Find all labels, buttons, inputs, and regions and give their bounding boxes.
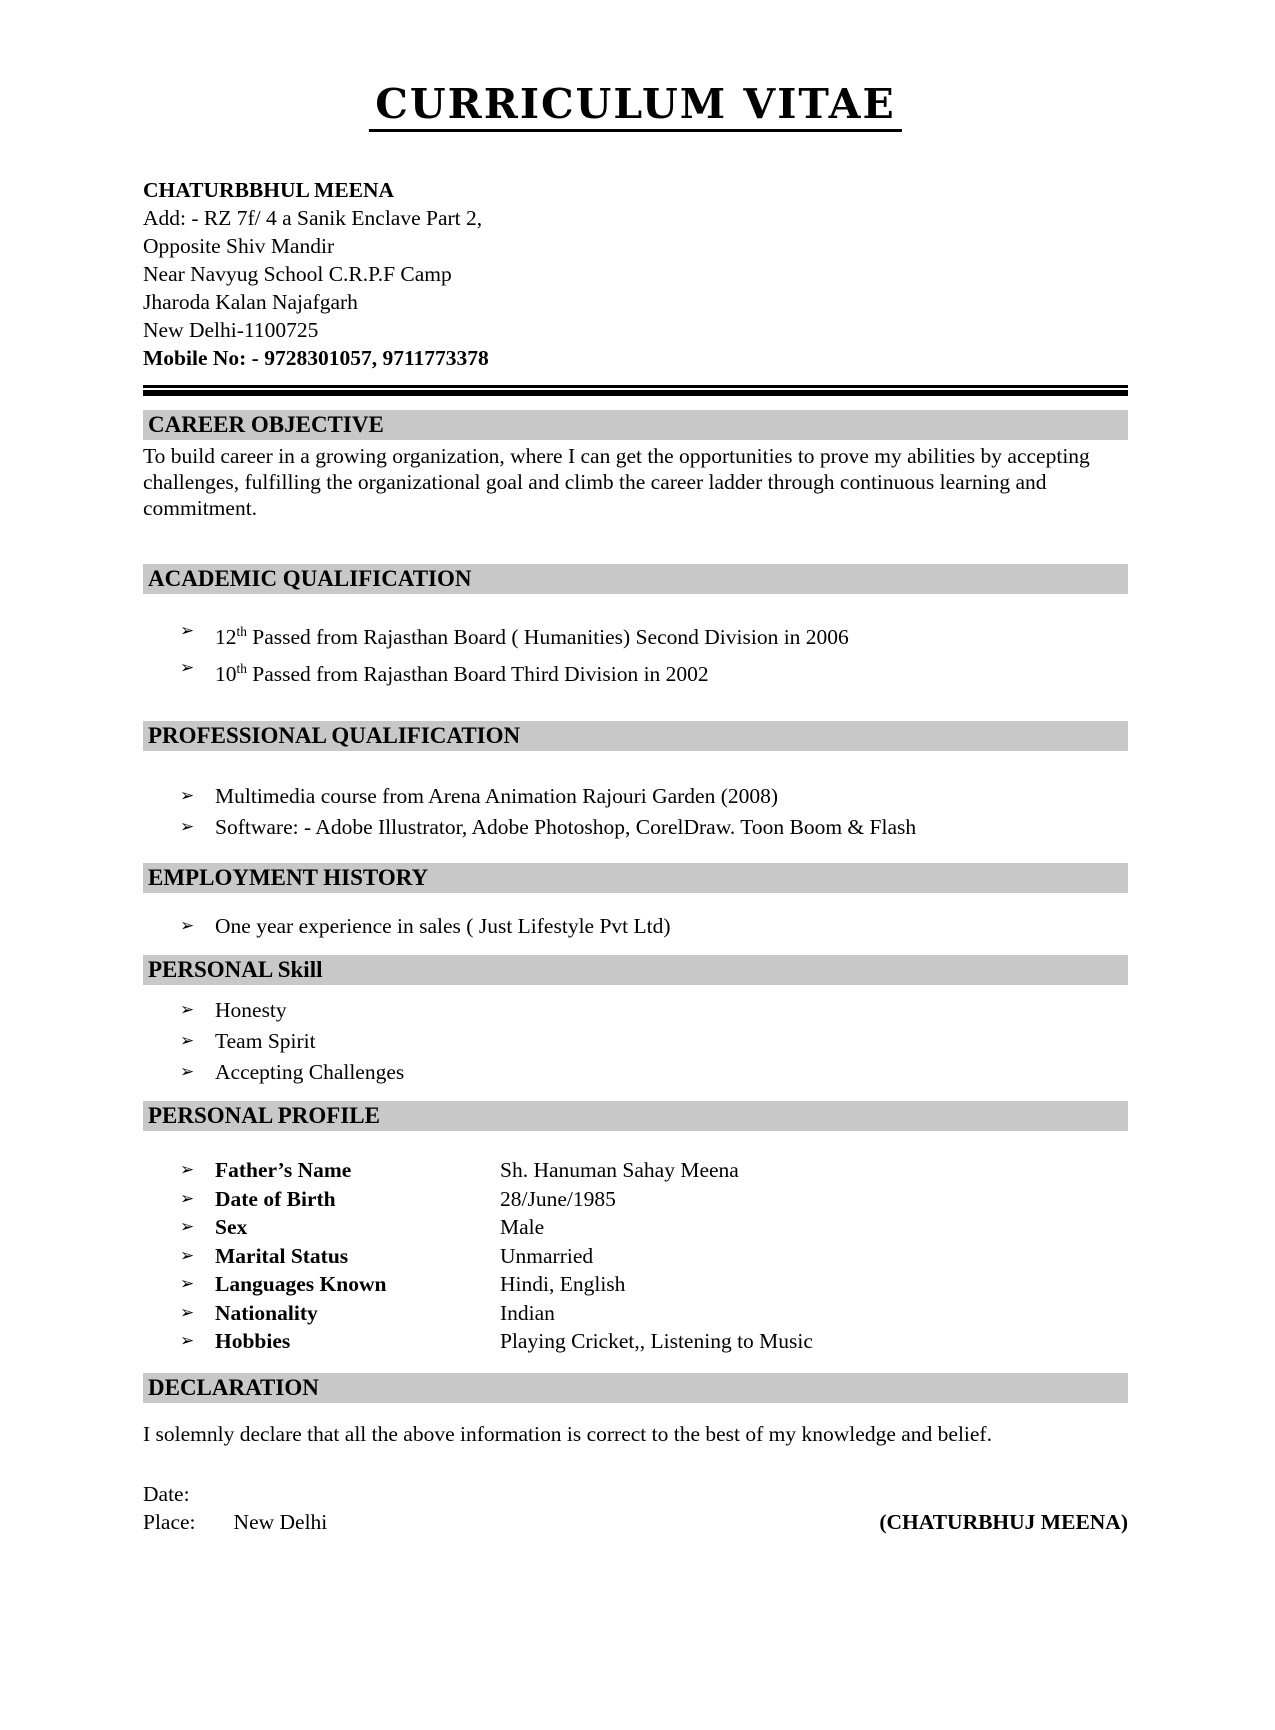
academic-item [143, 653, 1128, 690]
contact-block [143, 176, 1128, 372]
profile-value: Hindi, English [500, 1272, 626, 1297]
contact-name: CHATURBBHUL MEENA [143, 178, 395, 202]
arrow-bullet-icon: ➢ [180, 1331, 195, 1352]
arrow-bullet-icon: ➢ [180, 786, 195, 807]
heading-personal-profile: PERSONAL PROFILE [143, 1101, 1128, 1131]
skill-item-text: Accepting Challenges [215, 1060, 405, 1085]
skill-item [143, 1057, 1128, 1088]
career-objective-text: To build career in a growing organization, where I can get the opportunities to prove my abilities by accepting challenges, fulfilling the organizational goal and climb the career ladder through continuous learning and commitment. [143, 444, 1090, 520]
academic-item-ordinal: th [236, 624, 247, 639]
profile-label: Date of Birth [215, 1186, 336, 1211]
profile-label: Father’s Name [215, 1158, 352, 1183]
section-declaration [143, 1373, 1128, 1447]
section-career-objective [143, 410, 1128, 521]
profile-label: Nationality [215, 1300, 318, 1325]
skill-item-text: Team Spirit [215, 1029, 316, 1054]
heading-career-objective: CAREER OBJECTIVE [143, 410, 1128, 440]
title-wrap [143, 80, 1128, 132]
section-academic-qualification [143, 564, 1128, 690]
arrow-bullet-icon: ➢ [180, 1000, 195, 1021]
academic-item [143, 616, 1128, 653]
skill-item-text: Honesty [215, 998, 287, 1023]
section-professional-qualification [143, 721, 1128, 843]
contact-mobile: Mobile No: - 9728301057, 9711773378 [143, 346, 489, 370]
arrow-bullet-icon: ➢ [180, 1217, 195, 1238]
arrow-bullet-icon: ➢ [180, 1188, 195, 1209]
footer-place-row [143, 1508, 1128, 1536]
profile-row [143, 1156, 1128, 1185]
header-divider [143, 385, 1128, 396]
academic-item-rest: Passed from Rajasthan Board Third Division in 2002 [246, 662, 709, 687]
arrow-bullet-icon: ➢ [180, 916, 195, 937]
profile-label: Hobbies [215, 1329, 291, 1354]
skill-item [143, 995, 1128, 1026]
academic-item-number: 10 [215, 662, 237, 687]
professional-item [143, 781, 1128, 812]
academic-item-number: 12 [215, 625, 237, 650]
academic-list [143, 616, 1128, 690]
heading-employment-history: EMPLOYMENT HISTORY [143, 863, 1128, 893]
profile-value: Playing Cricket,, Listening to Music [500, 1329, 813, 1354]
academic-item-rest: Passed from Rajasthan Board ( Humanities) Second Division in 2006 [246, 625, 849, 650]
profile-value: Unmarried [500, 1243, 594, 1268]
footer-place-label: Place: [143, 1509, 196, 1534]
arrow-bullet-icon: ➢ [180, 658, 195, 679]
profile-label: Sex [215, 1215, 248, 1240]
employment-list [143, 911, 1128, 942]
arrow-bullet-icon: ➢ [180, 621, 195, 641]
contact-address-line: Add: - RZ 7f/ 4 a Sanik Enclave Part 2, [143, 206, 483, 230]
arrow-bullet-icon: ➢ [180, 1031, 195, 1052]
profile-label: Languages Known [215, 1272, 387, 1297]
arrow-bullet-icon: ➢ [180, 1062, 195, 1083]
heading-personal-skill: PERSONAL Skill [143, 955, 1128, 985]
personal-profile-list [143, 1156, 1128, 1356]
employment-item-text: One year experience in sales ( Just Lifestyle Pvt Ltd) [215, 914, 671, 939]
profile-row [143, 1242, 1128, 1271]
academic-item-ordinal: th [236, 661, 247, 677]
academic-item-text [215, 616, 1128, 653]
contact-address-line: Jharoda Kalan Najafgarh [143, 290, 358, 314]
contact-address-line: Opposite Shiv Mandir [143, 234, 335, 258]
arrow-bullet-icon: ➢ [180, 1160, 195, 1181]
profile-value: 28/June/1985 [500, 1186, 616, 1211]
arrow-bullet-icon: ➢ [180, 1302, 195, 1323]
section-personal-skill [143, 955, 1128, 1088]
footer-date-label: Date: [143, 1481, 190, 1506]
heading-academic-qualification: ACADEMIC QUALIFICATION [143, 564, 1128, 594]
divider-thick-line [143, 390, 1128, 396]
heading-declaration: DECLARATION [143, 1373, 1128, 1403]
profile-row [143, 1185, 1128, 1214]
profile-value: Male [500, 1215, 545, 1240]
arrow-bullet-icon: ➢ [180, 1274, 195, 1295]
section-employment-history [143, 863, 1128, 942]
contact-address-line: New Delhi-1100725 [143, 318, 319, 342]
academic-item-text [215, 653, 1128, 690]
section-personal-profile [143, 1101, 1128, 1356]
profile-row [143, 1327, 1128, 1356]
professional-item-text: Software: - Adobe Illustrator, Adobe Photoshop, CorelDraw. Toon Boom & Flash [215, 815, 917, 840]
profile-row [143, 1299, 1128, 1328]
profile-label: Marital Status [215, 1243, 349, 1268]
profile-row [143, 1213, 1128, 1242]
arrow-bullet-icon: ➢ [180, 1245, 195, 1266]
profile-value: Sh. Hanuman Sahay Meena [500, 1158, 739, 1183]
page-title: CURRICULUM VITAE [369, 80, 901, 132]
footer-place-value: New Delhi [233, 1509, 328, 1534]
signature-name: (CHATURBHUJ MEENA) [879, 1509, 1128, 1534]
contact-address-lines [143, 204, 1128, 344]
arrow-bullet-icon: ➢ [180, 817, 195, 838]
personal-skill-list [143, 995, 1128, 1088]
skill-item [143, 1026, 1128, 1057]
heading-professional-qualification: PROFESSIONAL QUALIFICATION [143, 721, 1128, 751]
declaration-text: I solemnly declare that all the above information is correct to the best of my knowledge and belief. [143, 1421, 992, 1446]
footer-place [143, 1508, 327, 1536]
professional-list [143, 781, 1128, 843]
employment-item [143, 911, 1128, 942]
profile-value: Indian [500, 1300, 555, 1325]
cv-page [0, 80, 1275, 1536]
divider-thin-line [143, 385, 1128, 388]
contact-address-line: Near Navyug School C.R.P.F Camp [143, 262, 452, 286]
professional-item [143, 812, 1128, 843]
professional-item-text: Multimedia course from Arena Animation Rajouri Garden (2008) [215, 784, 779, 809]
profile-row [143, 1270, 1128, 1299]
